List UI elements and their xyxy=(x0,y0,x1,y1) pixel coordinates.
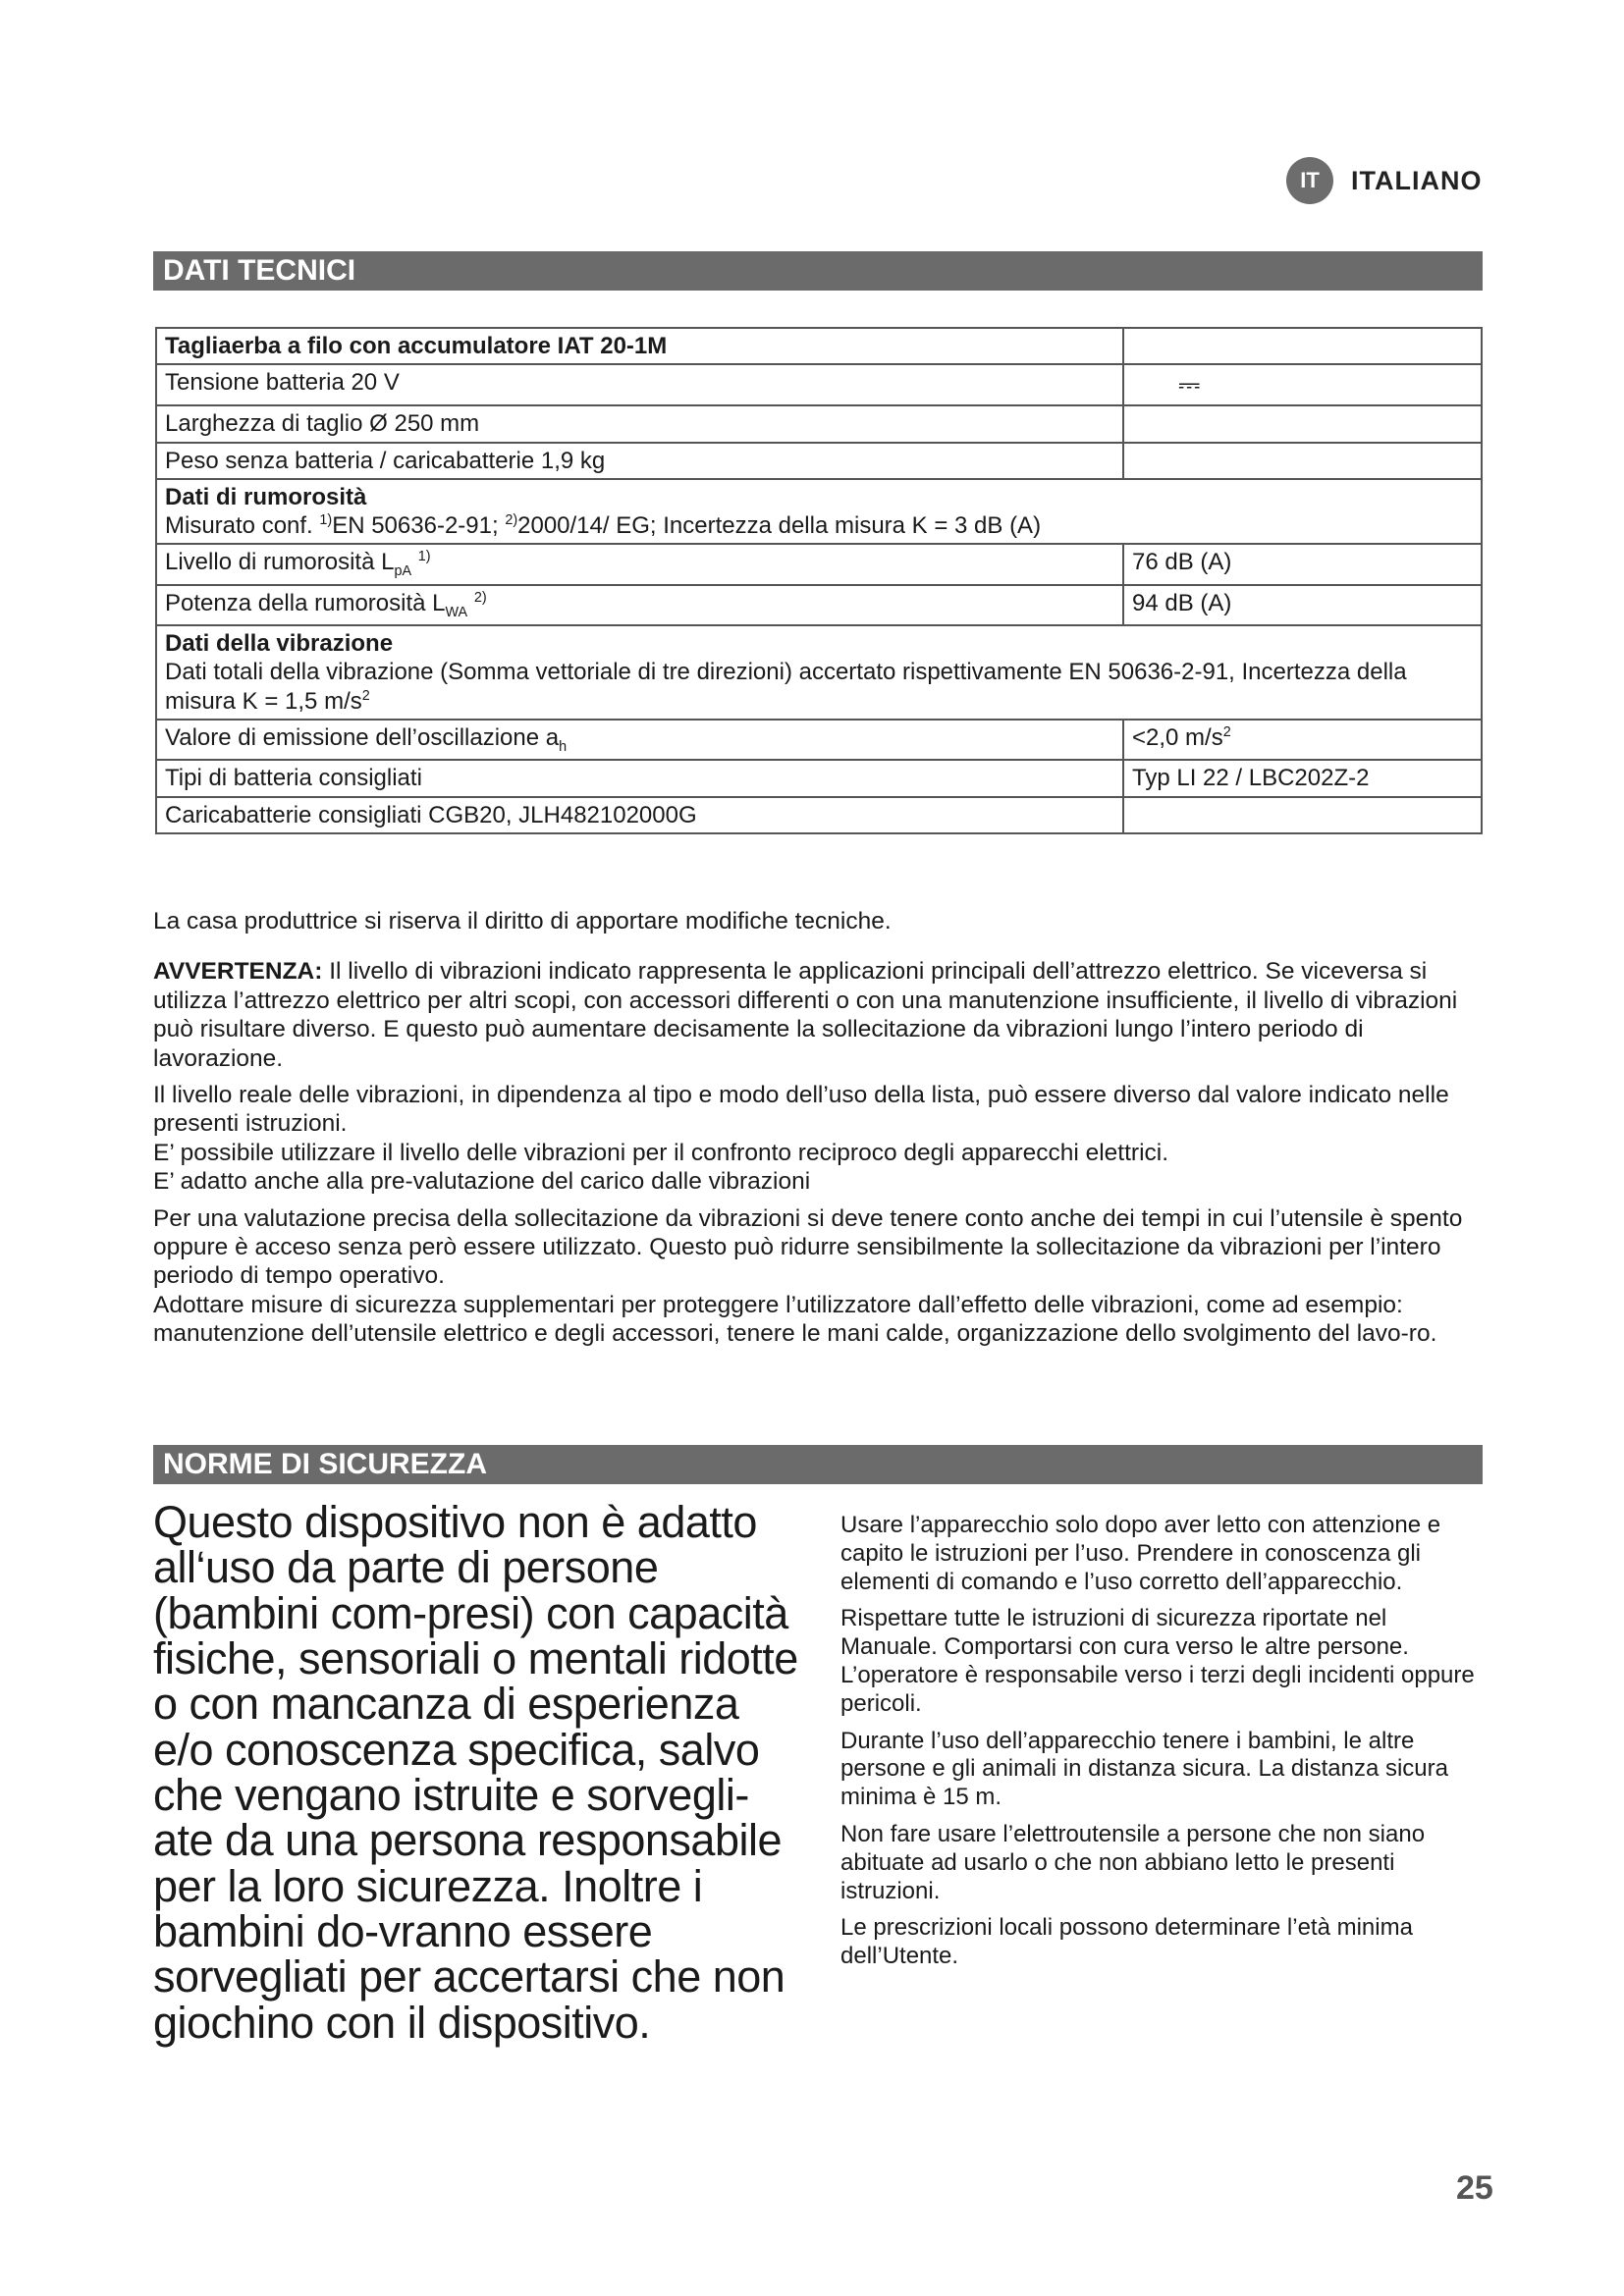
manufacturer-reserve-note: La casa produttrice si riserva il diritto di apportare modifiche tecniche. xyxy=(153,908,892,934)
language-label: ITALIANO xyxy=(1351,165,1483,195)
table-row: Peso senza batteria / caricabatterie 1,9 kg xyxy=(156,443,1482,479)
warning-paragraph: AVVERTENZA: Il livello di vibrazioni indicato rappresenta le applicazioni principali dell’attrezzo elettrico. Se viceversa si utilizza l’attrezzo elettrico per altri scopi, con accessori differenti o con una manutenzione insufficiente, il livello di vibrazioni può risultare diverso. E questo può aumentare decisamente la sollecitazione da vibrazioni lungo l’intero periodo di lavorazione. xyxy=(153,958,1458,1072)
product-title: Tagliaerba a filo con accumulatore IAT 20-1M xyxy=(156,328,1123,364)
safety-paragraph: Le prescrizioni locali possono determinare l’età minima dell’Utente. xyxy=(840,1914,1413,1970)
table-row: Livello di rumorosità $L_{pA}$ $^{1)}$ 76 dB (A) xyxy=(156,544,1482,584)
language-badge: IT xyxy=(1286,157,1333,204)
safety-paragraph: Non fare usare l’elettroutensile a persone che non siano abituate ad usarlo o che non abbiano letto le presenti istruzioni. xyxy=(840,1820,1426,1904)
safety-main-warning: Questo dispositivo non è adatto all‘uso da parte di persone (bambini com-presi) con capacità fisiche, sensoriali o mentali ridotte o con mancanza di esperienza e/o conoscenza specifica, salvo che vengano istruite e sorvegli-ate da una persona responsabile per la loro sicurezza. Inoltre i bambini do-vranno essere sorvegliati per accertarsi che non giochino con il dispositivo. xyxy=(153,1497,798,2048)
table-row: Tipi di batteria consigliati Typ LI 22 / LBC202Z-2 xyxy=(156,760,1482,796)
table-row: Potenza della rumorosità $L_{WA}$ $^{2)}$ 94 dB (A) xyxy=(156,585,1482,625)
safety-paragraph: Usare l’apparecchio solo dopo aver letto con attenzione e capito le istruzioni per l’uso. Prendere in conoscenza gli elementi di comando e l’uso corretto dell’apparecchio. xyxy=(840,1512,1441,1595)
table-row: Tensione batteria 20 V ⎓ xyxy=(156,364,1482,405)
table-row: Valore di emissione dell’oscillazione $a_h$ <2,0 $m/s^2$ xyxy=(156,720,1482,760)
safety-instructions xyxy=(840,1512,1479,1980)
table-row: Caricabatterie consigliati CGB20, JLH482102000G xyxy=(156,797,1482,833)
noise-heading: Dati di rumorosità xyxy=(165,483,367,510)
table-row: Dati della vibrazione Dati totali della vibrazione (Somma vettoriale di tre direzioni) accertato rispettivamente EN 50636-2-91, Incertezza della misura K = 1,5 $m/s^2$ xyxy=(156,625,1482,720)
table-row: Dati di rumorosità Misurato conf. $^{1)}$EN 50636-2-91; $^{2)}$2000/14/ EG; Incertezza della misura K = 3 dB (A) xyxy=(156,479,1482,545)
vibration-heading: Dati della vibrazione xyxy=(165,630,394,658)
safety-paragraph: Rispettare tutte le istruzioni di sicurezza riportate nel Manuale. Comportarsi con cura verso le altre persone. L’operatore è responsabile verso i terzi degli incidenti oppure pericoli. xyxy=(840,1605,1475,1717)
safety-paragraph: Durante l’uso dell’apparecchio tenere i bambini, le altre persone e gli animali in distanza sicura. La distanza sicura minima è 15 m. xyxy=(840,1727,1448,1811)
language-indicator xyxy=(1286,155,1482,206)
table-row: Larghezza di taglio Ø 250 mm xyxy=(156,405,1482,442)
section-title-technical: DATI TECNICI xyxy=(153,251,1483,291)
table-row xyxy=(156,328,1482,364)
dc-symbol-icon: ⎓ xyxy=(1178,368,1201,401)
technical-notes: La casa produttrice si riserva il diritto di apportare modifiche tecniche. AVVERTENZA: Il livello di vibrazioni indicato rappresenta le applicazioni principali dell’attrezzo elettrico. Se viceversa si utilizza l’attrezzo elettrico per altri scopi, con accessori differenti o con una manutenzione insufficiente, il livello di vibrazioni può risultare diverso. E questo può aumentare decisamente la sollecitazione da vibrazioni lungo l’intero periodo di lavorazione. Il livello reale delle vibrazioni, in dipendenza al tipo e modo dell’uso della lista, può essere diverso dal valore indicato nelle presenti istruzioni. E’ possibile utilizzare il livello delle vibrazioni per il confronto reciproco degli apparecchi elettrici. E’ adatto anche alla pre-valutazione del carico dalle vibrazioni Per una valutazione precisa della sollecitazione da vibrazioni si deve tenere conto anche dei tempi in cui l’utensile è spento oppure è acceso senza però essere utilizzato. Questo può ridurre sensibilmente la sollecitazione da vibrazioni per l’intero periodo di tempo operativo. Adottare misure di sicurezza supplementari per proteggere l’utilizzatore dall’effetto delle vibrazioni, come ad esempio: manutenzione dell’utensile elettrico e degli accessori, tenere le mani calde, organizzazione dello svolgimento del lavo-ro. xyxy=(153,907,1469,1356)
section-title-safety: NORME DI SICUREZZA xyxy=(153,1445,1483,1484)
technical-data-table xyxy=(155,327,1483,834)
page-number: 25 xyxy=(1456,2169,1493,2207)
